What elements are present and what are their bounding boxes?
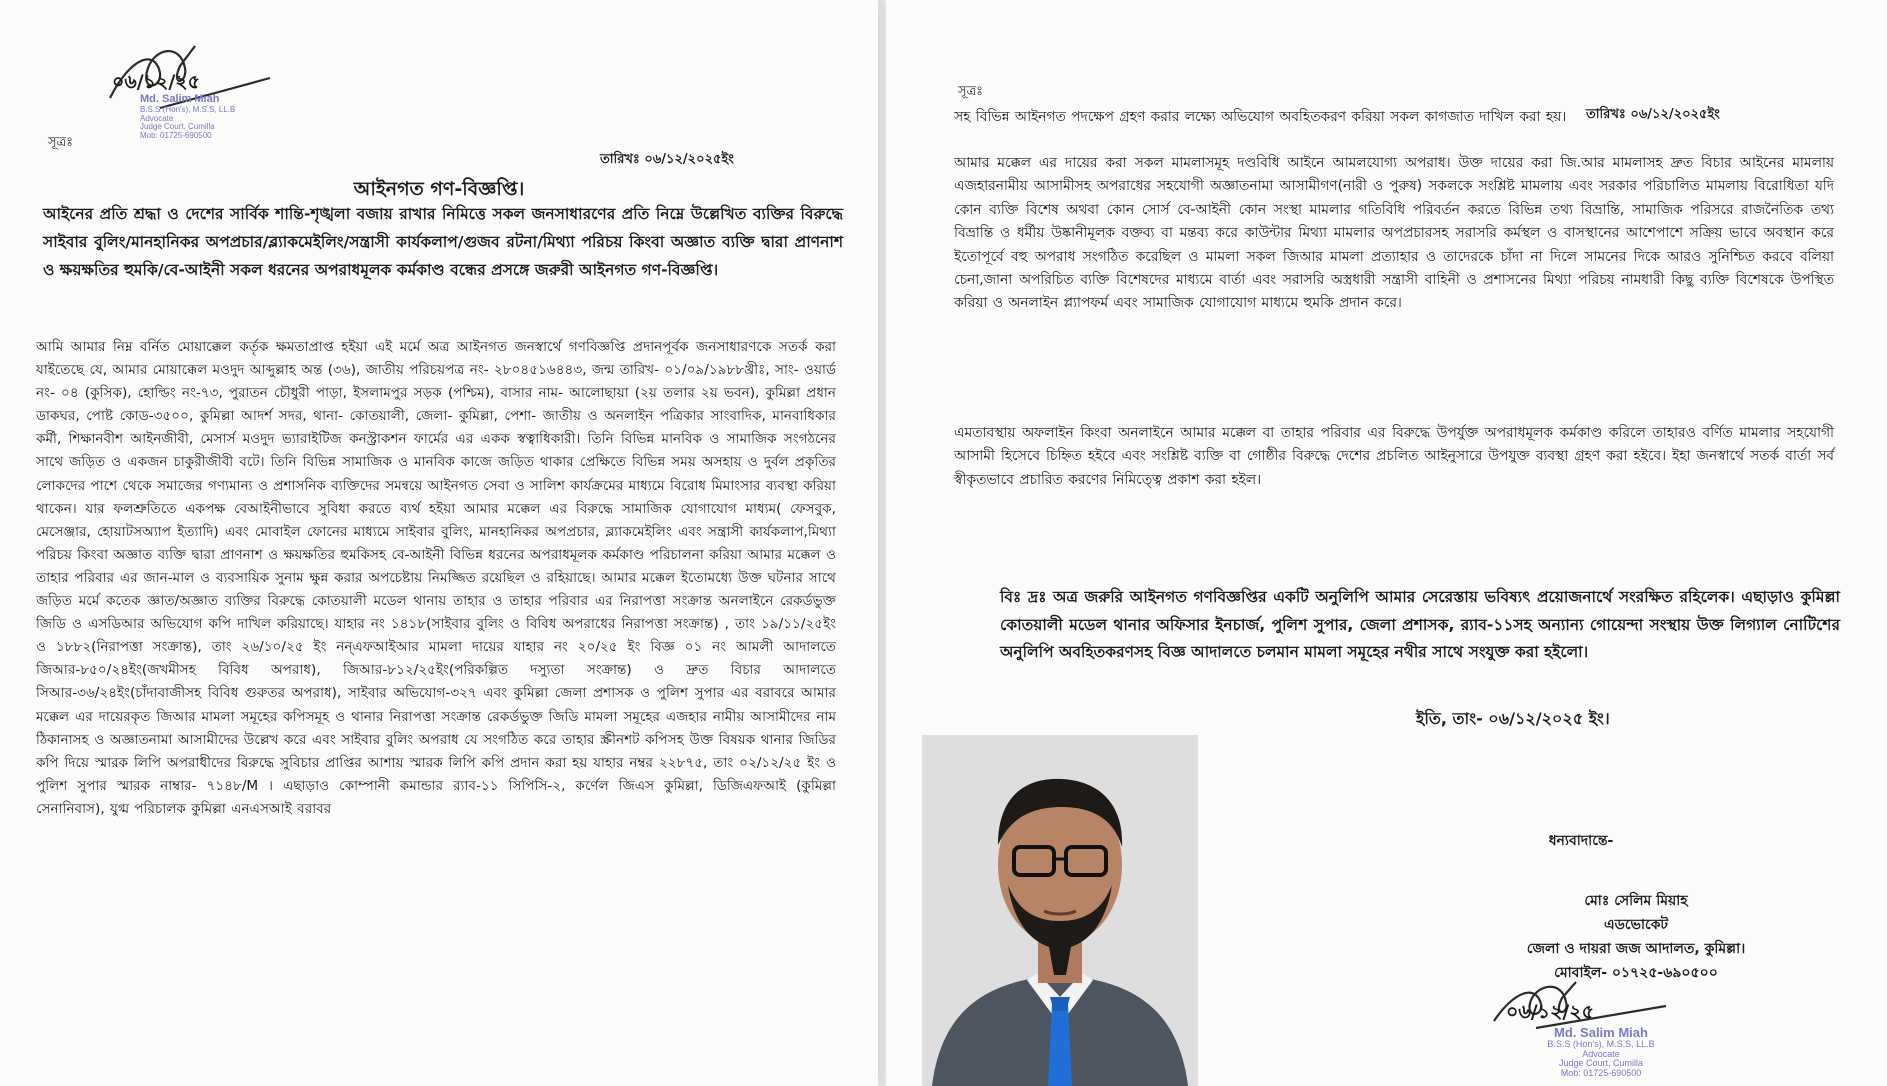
sutro-label-right: সূত্রঃ — [958, 84, 984, 99]
stamp-degree-right: B.S.S (Hon's), M.S.S, LL.B — [1547, 1039, 1655, 1050]
signer-mobile: মোবাইল- ০১৭২৫-৬৯০৫০০ — [1554, 965, 1718, 981]
stamp-name: Md. Salim Miah — [140, 93, 220, 105]
client-photo — [922, 735, 1198, 1086]
signer-title: এডভোকেট — [1603, 917, 1669, 933]
stamp-court: Judge Court, Cumilla — [140, 122, 215, 132]
stamp-role: Advocate — [140, 113, 174, 123]
iti-date: ইতি, তাং- ০৬/১২/২০২৫ ইং। — [1416, 709, 1610, 728]
notice-heading: আইনের প্রতি শ্রদ্ধা ও দেশের সার্বিক শান্তি-শৃঙ্খলা বজায় রাখার নিমিত্তে সকল জনসাধারণের প্রতি নিম্নে উল্লেখিত ব্যক্তির বিরুদ্ধে সাইবার বুলিং/মানহানিকর অপপ্রচার/ব্ল্যাকমেইলিং/সন্ত্রাসী কার্যকলাপ/গুজব রটনা/মিথ্যা পরিচয় কিংবা অজ্ঞাত ব্যক্তি দ্বারা প্রাণনাশ ও ক্ষয়ক্ষতির হুমকি/বে-আইনী সকল ধরনের অপরাধমূলক কর্মকাণ্ড বন্ধের প্রসঙ্গে জরুরী আইনগত গণ-বিজ্ঞপ্তি। — [43, 205, 843, 279]
stamp-name-right: Md. Salim Miah — [1554, 1025, 1648, 1040]
signer-court: জেলা ও দায়রা জজ আদালত, কুমিল্লা। — [1526, 941, 1746, 957]
sutro-label: সূত্রঃ — [48, 135, 74, 150]
notice-title: আইনগত গণ-বিজ্ঞপ্তি। — [353, 178, 525, 200]
advocate-stamp-right — [1516, 1026, 1686, 1079]
para-continuation: সহ বিভিন্ন আইনগত পদক্ষেপ গ্রহণ করার লক্ষ্যে অভিযোগ অবহিতকরণ করিয়া সকল কাগজাত দাখিল করা হয়। — [954, 109, 1567, 125]
advocate-stamp-left — [140, 94, 235, 140]
signer-name: মোঃ সেলিম মিয়াহ — [1584, 893, 1688, 909]
signature-date-right: ০৬/১২/২৫ — [1506, 1001, 1594, 1023]
date-line: তারিখঃ ০৬/১২/২০২৫ইং — [600, 152, 734, 167]
stamp-mobile-right: Mob: 01725-690500 — [1560, 1068, 1642, 1079]
thanks-line: ধন্যবাদান্তে- — [1548, 833, 1614, 849]
stamp-role-right: Advocate — [1582, 1048, 1620, 1059]
left-page — [0, 0, 878, 1086]
portrait-illustration — [922, 735, 1198, 1086]
date-line-right: তারিখঃ ০৬/১২/২০২৫ইং — [1586, 107, 1720, 122]
stamp-mobile: Mob: 01725-690500 — [140, 130, 212, 140]
note-block: বিঃ দ্রঃ অত্র জরুরি আইনগত গণবিজ্ঞপ্তির একটি অনুলিপি আমার সেরেস্তায় ভবিষ্যৎ প্রয়োজনার্থে সংরক্ষিত রহিলেক। এছাড়াও কুমিল্লা কোতয়ালী মডেল থানার অফিসার ইনচার্জ, পুলিশ সুপার, জেলা প্রশাসক, র‌্যাব-১১সহ অন্যান্য গোয়েন্দা সংস্থায় উক্ত লিগ্যাল নোটিশের অনুলিপি অবহিতকরণসহ বিজ্ঞ আদালতে চলমান মামলা সমূহের নথীর সাথে সংযুক্ত করা হইলো। — [1000, 588, 1840, 661]
signature-date-left: ০৬/১২/২৫ — [112, 71, 200, 93]
notice-body: আমি আমার নিম্ন বর্নিত মোয়াক্কেল কর্তৃক ক্ষমতাপ্রাপ্ত হইয়া এই মর্মে অত্র আইনগত জনস্বার্থে গণবিজ্ঞপ্তি প্রদানপূর্বক জনসাধারণকে সতর্ক করা যাইতেছে যে, আমার মোয়াক্কেল মওদুদ আব্দুল্লাহ অন্ত (৩৬), জাতীয় পরিচয়পত্র নং- ২৮০৪৫১৬৪৪৩, জন্ম তারিখ- ০১/০৯/১৯৮৮খ্রীঃ, সাং- ওয়ার্ড নং- ০৪ (কুসিক), হোল্ডিং নং-৭৩, পুরাতন চৌধুরী পাড়া, ইসলামপুর সড়ক (পশ্চিম), বাসার নাম- আলোছায়া (২য় তলার ২য় ভবন), কুমিল্লা প্রধান ডাকঘর, পোষ্ট কোড-৩৫০০, কুমিল্লা আদর্শ সদর, থানা- কোতয়ালী, জেলা- কুমিল্লা, পেশা- জাতীয় ও অনলাইন পত্রিকার সাংবাদিক, মানবাধিকার কর্মী, শিক্ষানবীশ আইনজীবী, মেসার্স মওদুদ ভ্যারাইটিজ কনস্ট্রাকশন ফার্মের এর একক স্বত্বাধিকারী। তিনি বিভিন্ন মানবিক ও সামাজিক সংগঠনের সাথে জড়িত ও একজন চাকুরীজীবী বটে। তিনি বিভিন্ন সামাজিক ও মানবিক কাজে জড়িত থাকার প্রেক্ষিতে বিভিন্ন সময় অসহায় ও দুর্বল প্রকৃতির লোকদের পাশে থেকে সমাজের গণ্যমান্য ও প্রশাসনিক ব্যক্তিদের সমন্বয়ে আইনগত সেবা ও সালিশ কার্যক্রমের মাধ্যমে বিরোধ মিমাংসার ব্যবস্থা করিয়া থাকেন। যার ফলশ্রুতিতে একপক্ষ বেআইনীভাবে সুবিধা করতে ব্যর্থ হইয়া আমার মক্কেল এর বিরুদ্ধে সামাজিক যোগাযোগ মাধ্যম( ফেসবুক, মেসেঞ্জার, হোয়াটসঅ্যাপ ইত্যাদি) এবং মোবাইল ফোনের মাধ্যমে সাইবার বুলিং, মানহানিকর অপপ্রচার, ব্ল্যাকমেইলিং এবং সন্ত্রাসী কার্যকলাপ,মিথ্যা পরিচয় কিংবা অজ্ঞাত ব্যক্তি দ্বারা প্রাণনাশ ও ক্ষয়ক্ষতির হুমকিসহ বে-আইনী বিভিন্ন ধরনের অপরাধমূলক কর্মকাণ্ড পরিচালনা করিয়া আমার মক্কেল ও তাহার পরিবার এর জান-মাল ও ব্যবসায়িক সুনাম ক্ষুন্ন করার অপচেষ্টায় নিমজ্জিত রয়েছিল ও রহিয়াছে। আমার মক্কেল ইতোমধ্যে উক্ত ঘটনার সাথে জড়িত মর্মে কতেক জ্ঞাত/অজ্ঞাত ব্যক্তির বিরুদ্ধে কোতয়ালী মডেল থানায় তাহার ও তাহার পরিবার এর নিরাপত্তা সংক্রান্ত অনলাইনে রেকর্ডভুক্ত জিডি ও এসডিআর অভিযোগ কপি দাখিল করিয়াছে। যাহার নং ১৪১৮(সাইবার বুলিং ও বিবিধ অপরাধের নিরাপত্তা সংক্রান্ত) , তাং ১৯/১১/২৫ইং ও ১৮৮২(নিরাপত্তা সংক্রান্ত), তাং ২৬/১০/২৫ ইং নন্‌এফআইআর মামলা দায়ের যাহার নং ২০/২৫ ইং বিজ্ঞ ০১ নং আমলী আদালতে জিআর-৮৫০/২৪ইং(জখমীসহ বিবিধ অপরাধ), জিআর-৮১২/২৫ইং(পরিকল্পিত দস্যুতা সংক্রান্ত) ও দ্রুত বিচার আদালতে সিআর-৩৬/২৪ইং(চাঁদাবাজীসহ বিবিধ গুরুতর অপরাধ), সাইবার অভিযোগ-৩২৭ এবং কুমিল্লা জেলা প্রশাসক ও পুলিশ সুপার এর বরাবরে আমার মক্কেল এর দায়েরকৃত জিআর মামলা সমূহের কপিসমূহ ও থানার নিরাপত্তা সংক্রান্ত রেকর্ডভুক্ত জিডি মামলা সমূহের এজহার নামীয় আসামীদের নাম ঠিকানাসহ ও অজ্ঞাতনামা আসামীদের উল্লেখ করে এবং সাইবার বুলিং অপরাধ যে সংগঠিত করে তাহার স্ক্রীনশট কপিসহ উক্ত বিষয়ক থানার জিডির কপি দিয়ে স্মারক লিপি অপরাধীদের বিরুদ্ধে সুবিচার প্রাপ্তির আশায় স্মারক লিপি কপি প্রদান করা হয় যাহার নম্বর ২২৮৭৫, তাং ০২/১২/২৫ ইং ও পুলিশ সুপার স্মারক নাম্বার- ৭১৪৮/M । এছাড়াও কোম্পানী কমান্ডার র‌্যাব-১১ সিপিসি-২, কর্ণেল জিএস কুমিল্লা, ডিজিএফআই (কুমিল্লা সেনানিবাস), যুগ্ম পরিচালক কুমিল্লা এনএসআই বরাবর — [36, 339, 836, 817]
stamp-court-right: Judge Court, Cumilla — [1558, 1058, 1644, 1069]
stamp-degree: B.S.S (Hon's), M.S.S, LL.B — [140, 104, 236, 114]
para-cases: আমার মক্কেল এর দায়ের করা সকল মামলাসমূহ দণ্ডবিধি আইনে আমলযোগ্য অপরাধ। উক্ত দায়ের করা জি.আর মামলাসহ দ্রুত বিচার আইনের মামলায় এজহারনামীয় আসামীসহ অপরাধের সহযোগী অজ্ঞাতনামা আসামীগণ(নারী ও পুরুষ) সকলকে সংশ্লিষ্ট মামলায় এবং সরকার পরিচালিত মামলায় বিরোধিতা যদি কোন ব্যক্তি বিশেষ অথবা কোন সোর্স বে-আইনী কোন সংস্থা মামলার গতিবিধি পরিবর্তন করতে বিভিন্ন তথ্য বিভ্রান্তি, সামাজিক পরিসরে রাজনৈতিক তথ্য বিভ্রান্তি ও ধর্মীয় উষ্কানীমূলক বক্তব্য বা মন্তব্য করে কাউন্টার মিথ্যা মামলার অপপ্রচারসহ সরাসরি কর্মস্থল ও বাসস্থানের আশেপাশে সক্রিয় ভাবে অবস্থান করে ইতোপূর্বে বহু অপরাধ সংগঠিত করেছিল ও মামলা সকল জিআর মামলা প্রত্যাহার ও তাদেরকে চাঁদা না দিলে সামনের দিকে আরও সুনিশ্চিত করবে বলিয়া চেনা,জানা অপরিচিত ব্যক্তি বিশেষদের মাধ্যমে বার্তা এবং সরাসরি অস্ত্রধারী সন্ত্রাসী বাহিনী ও প্রশাসনের মিথ্যা পরিচয় নামধারী কিছু ব্যক্তি বিশেষকে উপস্থিত করিয়া ও অনলাইন প্ল্যাপফর্ম এবং সামাজিক যোগাযোগ মাধ্যমে হুমকি প্রদান করে। — [954, 155, 1834, 312]
para-warning: এমতাবস্থায় অফলাইন কিংবা অনলাইনে আমার মক্কেল বা তাহার পরিবার এর বিরুদ্ধে উপর্যুক্ত অপরাধমূলক কর্মকাণ্ড করিলে তাহারও বর্ণিত মামলার সহযোগী আসামী হিসেবে চিহ্নিত হইবে এবং সংশ্লিষ্ট ব্যক্তি বা গোষ্ঠীর বিরুদ্ধে দেশের প্রচলিত আইনুসারে উপযুক্ত ব্যবস্থা গ্রহণ করা হইবে। ইহা জনস্বার্থে সতর্ক বার্তা সর্ব স্বীকৃতভাবে প্রচারিত করণের নিমিত্ত্বে প্রকাশ করা হইল। — [954, 425, 1834, 488]
page-gap — [878, 0, 886, 1086]
